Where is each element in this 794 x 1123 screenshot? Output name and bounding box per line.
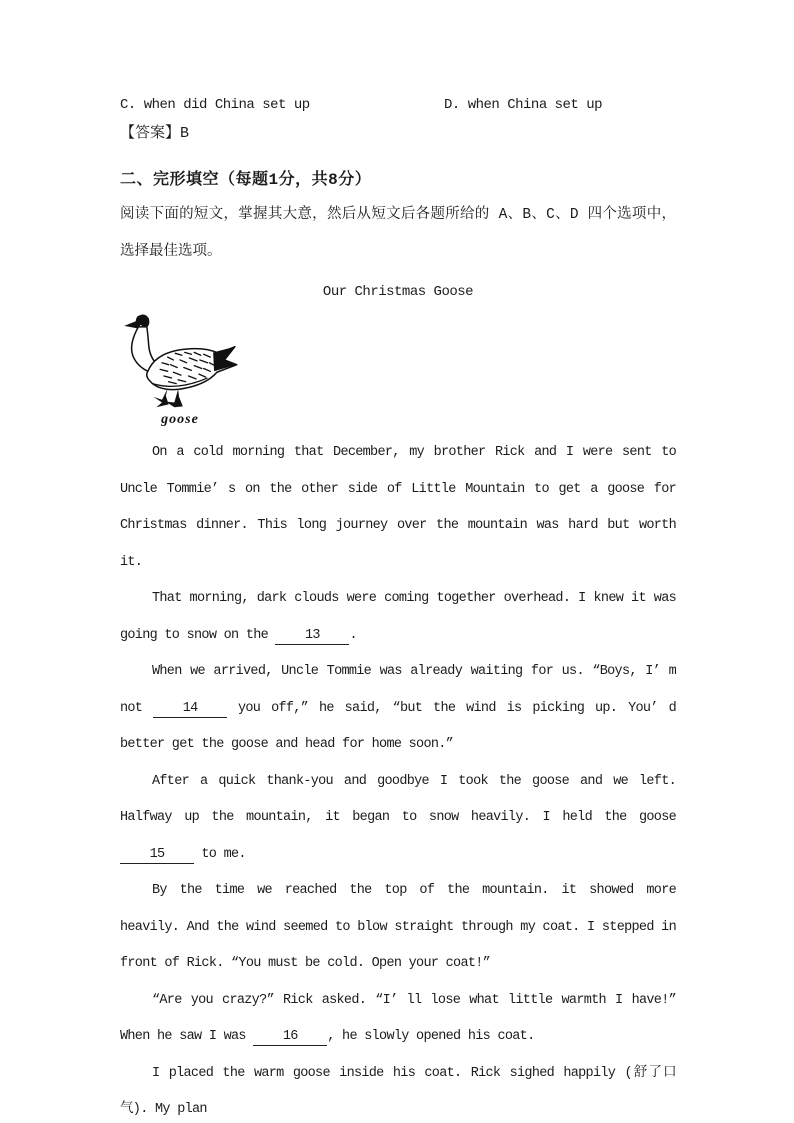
passage-text: , he slowly opened his coat. xyxy=(327,1029,535,1044)
section-instructions: 阅读下面的短文，掌握其大意，然后从短文后各题所给的 A、B、C、D 四个选项中，选择最佳选项。 xyxy=(120,207,676,260)
option-c: C. when did China set up xyxy=(120,97,310,113)
passage-paragraph xyxy=(120,435,676,581)
cloze-blank-15: 15 xyxy=(120,847,194,864)
option-d: D. when China set up xyxy=(444,97,603,113)
cloze-blank-16: 16 xyxy=(253,1029,327,1046)
passage-body xyxy=(120,435,676,1123)
passage-title: Our Christmas Goose xyxy=(322,284,474,300)
cloze-blank-13: 13 xyxy=(275,628,349,645)
passage-text: After a quick thank-you and goodbye I took the goose and we left. Halfway up the mountain, it began to snow heavily. I held the goose xyxy=(120,773,676,825)
passage-text: I placed the warm goose inside his coat. Rick sighed happily (舒了口气). My plan xyxy=(120,1065,676,1117)
passage-paragraph xyxy=(120,873,676,983)
cloze-blank-14: 14 xyxy=(153,701,227,718)
passage-text: That morning, dark clouds were coming together overhead. I knew it was going to snow on the xyxy=(120,591,676,643)
section-title: 二、完形填空（每题1分，共8分） xyxy=(120,171,372,189)
passage-paragraph xyxy=(120,764,676,874)
passage-text: . xyxy=(349,627,357,643)
passage-paragraph xyxy=(120,1056,676,1123)
passage-text: to me. xyxy=(194,846,246,862)
passage-paragraph xyxy=(120,654,676,764)
passage-text: When we arrived, Uncle Tommie was already waiting for us. “Boys, I’ m not xyxy=(120,664,676,716)
passage-paragraph xyxy=(120,581,676,654)
passage-text: you off,” he said, “but the wind is picking up. You’ d better get the goose and head for home soon.” xyxy=(120,700,676,752)
multiple-choice-options-row xyxy=(120,97,676,113)
goose-figure-caption: goose xyxy=(161,412,199,427)
goose-figure xyxy=(114,306,246,427)
goose-illustration-icon xyxy=(114,306,246,412)
passage-text: On a cold morning that December, my brother Rick and I were sent to Uncle Tommie’ s on the other side of Little Mountain to get a goose for Christmas dinner. This long journey over the mountain was hard but worth it. xyxy=(120,445,676,570)
passage-text: “Are you crazy?” Rick asked. “I’ ll lose what little warmth I have!” When he saw I was xyxy=(120,992,676,1044)
passage-paragraph xyxy=(120,983,676,1056)
answer-line: 【答案】B xyxy=(120,125,190,142)
passage-text: By the time we reached the top of the mountain. it showed more heavily. And the wind seemed to blow straight through my coat. I stepped in front of Rick. “You must be cold. Open your coat!” xyxy=(120,883,676,971)
